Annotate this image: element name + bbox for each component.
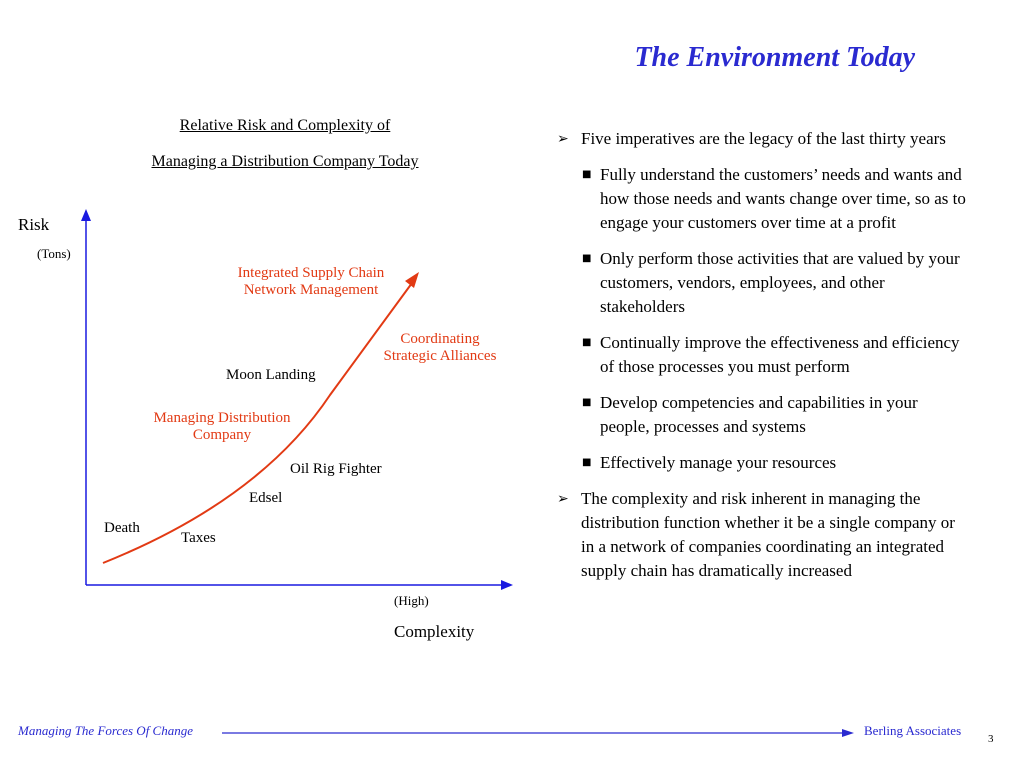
label-moon-landing: Moon Landing <box>226 367 316 383</box>
sub-bullet-text: Effectively manage your resources <box>600 453 837 472</box>
sub-bullet-text: Fully understand the customers’ needs and wants and how those needs and wants change over time, so as to engage your customers over time at a profit <box>600 165 966 232</box>
y-axis-unit: (Tons) <box>37 246 71 261</box>
bullet-text: Five imperatives are the legacy of the last thirty years <box>581 129 946 148</box>
sub-bullet-item <box>582 247 967 319</box>
square-bullet-icon: ■ <box>582 457 592 468</box>
diagram-title-line2: Managing a Distribution Company Today <box>151 153 419 170</box>
sub-bullet-item <box>582 451 967 475</box>
label-integrated-supply-chain <box>211 265 411 299</box>
sub-bullet-text: Continually improve the effectiveness and efficiency of those processes you must perform <box>600 333 960 376</box>
footer-line-arrowhead <box>842 729 854 737</box>
bullet-text: The complexity and risk inherent in managing the distribution function whether it be a single company or in a network of companies coordinating an integrated supply chain has dramatically increased <box>581 489 955 580</box>
x-axis-arrowhead <box>501 580 513 590</box>
label-line: Coordinating <box>400 331 480 347</box>
square-bullet-icon: ■ <box>582 169 592 180</box>
label-line: Integrated Supply Chain <box>237 265 385 281</box>
label-edsel: Edsel <box>249 490 283 506</box>
footer-right-text: Berling Associates <box>864 723 962 738</box>
bullet-item <box>557 127 967 151</box>
x-axis-label: Complexity <box>394 622 475 641</box>
bullet-item <box>557 487 967 583</box>
label-coordinating-alliances <box>368 331 512 365</box>
sub-bullet-item <box>582 163 967 235</box>
page-number: 3 <box>988 733 994 745</box>
x-axis-note: (High) <box>394 593 429 608</box>
sub-bullet-text: Develop competencies and capabilities in your people, processes and systems <box>600 393 918 436</box>
y-axis-arrowhead <box>81 209 91 221</box>
label-managing-distribution <box>130 410 314 444</box>
label-death: Death <box>104 520 140 536</box>
arrow-bullet-icon: ➢ <box>557 131 569 147</box>
square-bullet-icon: ■ <box>582 337 592 348</box>
label-line: Strategic Alliances <box>383 348 497 364</box>
sub-bullet-text: Only perform those activities that are valued by your customers, vendors, employees, and other stakeholders <box>600 249 960 316</box>
label-line: Company <box>192 427 252 443</box>
square-bullet-icon: ■ <box>582 397 592 408</box>
label-taxes: Taxes <box>181 530 216 546</box>
sub-bullet-item <box>582 331 967 379</box>
bullet-list <box>557 127 967 595</box>
y-axis-label: Risk <box>18 215 50 234</box>
slide-title: The Environment Today <box>634 42 915 73</box>
footer-left-text: Managing The Forces Of Change <box>18 723 193 738</box>
label-line: Network Management <box>243 282 379 298</box>
label-line: Managing Distribution <box>153 410 291 426</box>
diagram-title-line1: Relative Risk and Complexity of <box>179 117 391 134</box>
sub-bullet-item <box>582 391 967 439</box>
square-bullet-icon: ■ <box>582 253 592 264</box>
label-oil-rig-fighter: Oil Rig Fighter <box>290 461 382 477</box>
arrow-bullet-icon: ➢ <box>557 491 569 507</box>
